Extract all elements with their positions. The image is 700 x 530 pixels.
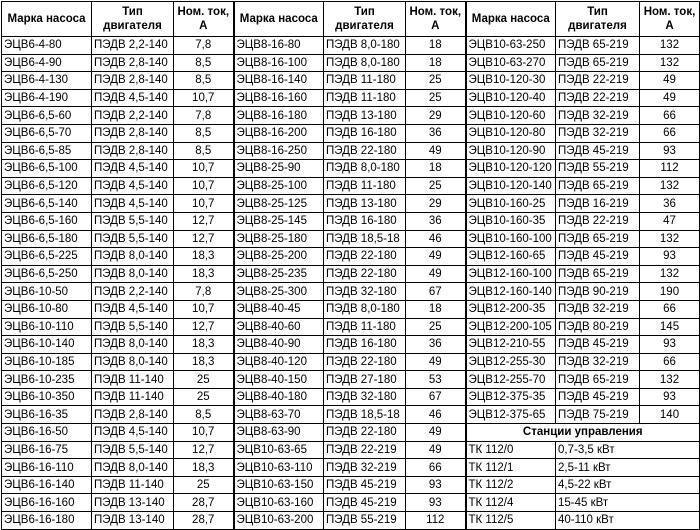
rated-current-cell: 10,7 <box>174 160 234 178</box>
rated-current-cell: 28,7 <box>174 494 234 512</box>
rated-current-cell: 18,3 <box>174 459 234 477</box>
pump-model-cell: ЭЦВ6-6,5-225 <box>2 248 92 266</box>
table-row <box>2 37 700 55</box>
pump-model-cell: ЭЦВ8-25-145 <box>234 212 324 230</box>
table-body <box>2 37 700 530</box>
pump-model-cell: ЭЦВ8-16-200 <box>234 124 324 142</box>
table-row <box>2 195 700 213</box>
rated-current-cell: 132 <box>640 37 700 55</box>
rated-current-cell: 93 <box>406 476 466 494</box>
pump-model-cell: ЭЦВ10-120-40 <box>466 89 556 107</box>
rated-current-cell: 49 <box>640 89 700 107</box>
motor-type-cell: ПЭДВ 11-180 <box>324 318 406 336</box>
header-motor: Тип двигателя <box>324 2 406 37</box>
rated-current-cell: 112 <box>406 512 466 530</box>
pump-model-cell: ЭЦВ8-25-90 <box>234 160 324 178</box>
pump-model-cell: ЭЦВ10-63-65 <box>234 441 324 459</box>
rated-current-cell: 47 <box>640 212 700 230</box>
rated-current-cell: 66 <box>406 459 466 477</box>
station-power-cell: 40-110 кВт <box>556 512 700 530</box>
motor-type-cell: ПЭДВ 8,0-140 <box>92 248 174 266</box>
rated-current-cell: 25 <box>406 177 466 195</box>
motor-type-cell: ПЭДВ 2,8-140 <box>92 72 174 90</box>
table-row <box>2 212 700 230</box>
motor-type-cell: ПЭДВ 32-219 <box>556 124 640 142</box>
rated-current-cell: 145 <box>640 318 700 336</box>
header-current: Ном. ток, А <box>406 2 466 37</box>
pump-model-cell: ЭЦВ6-4-130 <box>2 72 92 90</box>
rated-current-cell: 10,7 <box>174 424 234 442</box>
motor-type-cell: ПЭДВ 22-180 <box>324 142 406 160</box>
station-model-cell: ТК 112/1 <box>466 459 556 477</box>
motor-type-cell: ПЭДВ 90-219 <box>556 283 640 301</box>
pump-model-cell: ЭЦВ6-6,5-70 <box>2 124 92 142</box>
table-row <box>2 441 700 459</box>
pump-model-cell: ЭЦВ10-63-250 <box>466 37 556 55</box>
rated-current-cell: 49 <box>406 353 466 371</box>
rated-current-cell: 25 <box>174 371 234 389</box>
motor-type-cell: ПЭДВ 2,2-140 <box>92 107 174 125</box>
pump-model-cell: ЭЦВ8-16-250 <box>234 142 324 160</box>
motor-type-cell: ПЭДВ 2,8-140 <box>92 142 174 160</box>
motor-type-cell: ПЭДВ 32-219 <box>556 300 640 318</box>
pump-model-cell: ЭЦВ8-40-60 <box>234 318 324 336</box>
motor-type-cell: ПЭДВ 13-180 <box>324 107 406 125</box>
motor-type-cell: ПЭДВ 2,8-140 <box>92 124 174 142</box>
rated-current-cell: 12,7 <box>174 212 234 230</box>
motor-type-cell: ПЭДВ 8,0-140 <box>92 353 174 371</box>
rated-current-cell: 36 <box>406 124 466 142</box>
rated-current-cell: 18 <box>406 160 466 178</box>
motor-type-cell: ПЭДВ 4,5-140 <box>92 177 174 195</box>
pump-model-cell: ЭЦВ10-63-160 <box>234 494 324 512</box>
rated-current-cell: 7,8 <box>174 107 234 125</box>
rated-current-cell: 132 <box>640 371 700 389</box>
pump-model-cell: ЭЦВ8-25-125 <box>234 195 324 213</box>
pump-model-cell: ЭЦВ10-160-100 <box>466 230 556 248</box>
motor-type-cell: ПЭДВ 11-180 <box>324 89 406 107</box>
rated-current-cell: 36 <box>406 336 466 354</box>
motor-type-cell: ПЭДВ 32-180 <box>324 388 406 406</box>
rated-current-cell: 93 <box>640 388 700 406</box>
pump-model-cell: ЭЦВ10-120-120 <box>466 160 556 178</box>
rated-current-cell: 49 <box>640 72 700 90</box>
pump-model-cell: ЭЦВ10-120-60 <box>466 107 556 125</box>
motor-type-cell: ПЭДВ 22-219 <box>556 89 640 107</box>
rated-current-cell: 132 <box>640 54 700 72</box>
motor-type-cell: ПЭДВ 13-140 <box>92 512 174 530</box>
pump-model-cell: ЭЦВ8-16-160 <box>234 89 324 107</box>
pump-model-cell: ЭЦВ6-6,5-60 <box>2 107 92 125</box>
table-row <box>2 406 700 424</box>
rated-current-cell: 25 <box>406 318 466 336</box>
rated-current-cell: 18,3 <box>174 336 234 354</box>
motor-type-cell: ПЭДВ 8,0-140 <box>92 336 174 354</box>
motor-type-cell: ПЭДВ 27-180 <box>324 371 406 389</box>
rated-current-cell: 93 <box>640 248 700 266</box>
rated-current-cell: 8,5 <box>174 406 234 424</box>
pump-model-cell: ЭЦВ8-63-90 <box>234 424 324 442</box>
motor-type-cell: ПЭДВ 65-219 <box>556 37 640 55</box>
rated-current-cell: 66 <box>640 353 700 371</box>
station-power-cell: 4,5-22 кВт <box>556 476 700 494</box>
rated-current-cell: 28,7 <box>174 512 234 530</box>
pump-model-cell: ЭЦВ8-40-120 <box>234 353 324 371</box>
header-motor: Тип двигателя <box>92 2 174 37</box>
table-row <box>2 160 700 178</box>
pump-model-cell: ЭЦВ6-10-140 <box>2 336 92 354</box>
rated-current-cell: 12,7 <box>174 318 234 336</box>
motor-type-cell: ПЭДВ 18,5-18 <box>324 230 406 248</box>
motor-type-cell: ПЭДВ 32-219 <box>324 459 406 477</box>
rated-current-cell: 29 <box>406 107 466 125</box>
motor-type-cell: ПЭДВ 45-219 <box>324 494 406 512</box>
pump-model-cell: ЭЦВ6-6,5-100 <box>2 160 92 178</box>
rated-current-cell: 190 <box>640 283 700 301</box>
table-row <box>2 54 700 72</box>
pump-model-cell: ЭЦВ6-6,5-140 <box>2 195 92 213</box>
motor-type-cell: ПЭДВ 8,0-180 <box>324 37 406 55</box>
pump-model-cell: ЭЦВ10-63-110 <box>234 459 324 477</box>
table-row <box>2 107 700 125</box>
motor-type-cell: ПЭДВ 22-180 <box>324 353 406 371</box>
pump-model-cell: ЭЦВ12-375-35 <box>466 388 556 406</box>
rated-current-cell: 12,7 <box>174 441 234 459</box>
table-row <box>2 424 700 442</box>
motor-type-cell: ПЭДВ 13-180 <box>324 195 406 213</box>
motor-type-cell: ПЭДВ 2,8-140 <box>92 54 174 72</box>
motor-type-cell: ПЭДВ 8,0-140 <box>92 265 174 283</box>
rated-current-cell: 49 <box>406 248 466 266</box>
station-model-cell: ТК 112/2 <box>466 476 556 494</box>
pump-model-cell: ЭЦВ6-10-110 <box>2 318 92 336</box>
table-row <box>2 283 700 301</box>
pump-model-cell: ЭЦВ12-375-65 <box>466 406 556 424</box>
motor-type-cell: ПЭДВ 45-219 <box>324 476 406 494</box>
motor-type-cell: ПЭДВ 22-180 <box>324 424 406 442</box>
motor-type-cell: ПЭДВ 11-180 <box>324 177 406 195</box>
pump-model-cell: ЭЦВ8-40-180 <box>234 388 324 406</box>
motor-type-cell: ПЭДВ 11-140 <box>92 371 174 389</box>
motor-type-cell: ПЭДВ 5,5-140 <box>92 441 174 459</box>
rated-current-cell: 67 <box>406 283 466 301</box>
pump-model-cell: ЭЦВ10-120-90 <box>466 142 556 160</box>
motor-type-cell: ПЭДВ 22-180 <box>324 265 406 283</box>
motor-type-cell: ПЭДВ 11-180 <box>324 72 406 90</box>
pump-model-cell: ЭЦВ8-25-100 <box>234 177 324 195</box>
motor-type-cell: ПЭДВ 65-219 <box>556 371 640 389</box>
pump-model-cell: ЭЦВ8-63-70 <box>234 406 324 424</box>
motor-type-cell: ПЭДВ 55-219 <box>556 160 640 178</box>
motor-type-cell: ПЭДВ 2,2-140 <box>92 283 174 301</box>
pump-model-cell: ЭЦВ8-25-200 <box>234 248 324 266</box>
rated-current-cell: 8,5 <box>174 54 234 72</box>
rated-current-cell: 66 <box>640 124 700 142</box>
pump-model-cell: ЭЦВ8-40-150 <box>234 371 324 389</box>
pump-model-cell: ЭЦВ12-160-140 <box>466 283 556 301</box>
pump-model-cell: ЭЦВ10-120-140 <box>466 177 556 195</box>
station-power-cell: 15-45 кВт <box>556 494 700 512</box>
motor-type-cell: ПЭДВ 45-219 <box>556 388 640 406</box>
rated-current-cell: 18 <box>406 54 466 72</box>
motor-type-cell: ПЭДВ 4,5-140 <box>92 160 174 178</box>
motor-type-cell: ПЭДВ 22-180 <box>324 248 406 266</box>
motor-type-cell: ПЭДВ 18,5-18 <box>324 406 406 424</box>
pump-model-cell: ЭЦВ6-6,5-85 <box>2 142 92 160</box>
motor-type-cell: ПЭДВ 55-219 <box>324 512 406 530</box>
motor-type-cell: ПЭДВ 65-219 <box>556 54 640 72</box>
rated-current-cell: 67 <box>406 388 466 406</box>
rated-current-cell: 18,3 <box>174 265 234 283</box>
motor-type-cell: ПЭДВ 22-219 <box>324 441 406 459</box>
rated-current-cell: 53 <box>406 371 466 389</box>
pump-model-cell: ЭЦВ10-63-150 <box>234 476 324 494</box>
rated-current-cell: 12,7 <box>174 230 234 248</box>
table-row <box>2 459 700 477</box>
pump-model-cell: ЭЦВ6-6,5-160 <box>2 212 92 230</box>
pump-model-cell: ЭЦВ12-255-30 <box>466 353 556 371</box>
rated-current-cell: 46 <box>406 406 466 424</box>
table-row <box>2 353 700 371</box>
rated-current-cell: 132 <box>640 230 700 248</box>
pump-model-cell: ЭЦВ6-16-50 <box>2 424 92 442</box>
table-row <box>2 300 700 318</box>
motor-type-cell: ПЭДВ 2,8-140 <box>92 406 174 424</box>
rated-current-cell: 25 <box>174 388 234 406</box>
rated-current-cell: 10,7 <box>174 300 234 318</box>
motor-type-cell: ПЭДВ 4,5-140 <box>92 424 174 442</box>
header-pump: Марка насоса <box>2 2 92 37</box>
pump-motor-table <box>1 1 700 530</box>
motor-type-cell: ПЭДВ 65-219 <box>556 177 640 195</box>
pump-model-cell: ЭЦВ6-10-80 <box>2 300 92 318</box>
motor-type-cell: ПЭДВ 13-140 <box>92 494 174 512</box>
pump-model-cell: ЭЦВ12-160-100 <box>466 265 556 283</box>
station-model-cell: ТК 112/0 <box>466 441 556 459</box>
rated-current-cell: 25 <box>406 89 466 107</box>
pump-model-cell: ЭЦВ12-210-55 <box>466 336 556 354</box>
pump-model-cell: ЭЦВ12-200-35 <box>466 300 556 318</box>
pump-model-cell: ЭЦВ6-4-80 <box>2 37 92 55</box>
motor-type-cell: ПЭДВ 45-219 <box>556 248 640 266</box>
rated-current-cell: 10,7 <box>174 177 234 195</box>
motor-type-cell: ПЭДВ 4,5-140 <box>92 195 174 213</box>
table-row <box>2 89 700 107</box>
pump-model-cell: ЭЦВ6-6,5-180 <box>2 230 92 248</box>
table-row <box>2 476 700 494</box>
header-pump: Марка насоса <box>466 2 556 37</box>
header-current: Ном. ток, А <box>174 2 234 37</box>
table-row <box>2 142 700 160</box>
station-power-cell: 0,7-3,5 кВт <box>556 441 700 459</box>
pump-model-cell: ЭЦВ6-16-110 <box>2 459 92 477</box>
pump-model-cell: ЭЦВ6-16-75 <box>2 441 92 459</box>
station-model-cell: ТК 112/4 <box>466 494 556 512</box>
pump-model-cell: ЭЦВ12-200-105 <box>466 318 556 336</box>
table-row <box>2 72 700 90</box>
motor-type-cell: ПЭДВ 11-140 <box>92 476 174 494</box>
rated-current-cell: 132 <box>640 177 700 195</box>
pump-model-cell: ЭЦВ6-10-350 <box>2 388 92 406</box>
rated-current-cell: 93 <box>640 142 700 160</box>
pump-model-cell: ЭЦВ6-6,5-250 <box>2 265 92 283</box>
pump-model-cell: ЭЦВ12-160-65 <box>466 248 556 266</box>
motor-type-cell: ПЭДВ 4,5-140 <box>92 300 174 318</box>
pump-model-cell: ЭЦВ10-120-30 <box>466 72 556 90</box>
rated-current-cell: 8,5 <box>174 124 234 142</box>
table-row <box>2 512 700 530</box>
header-current: Ном. ток, А <box>640 2 700 37</box>
motor-type-cell: ПЭДВ 16-180 <box>324 124 406 142</box>
rated-current-cell: 18,3 <box>174 248 234 266</box>
rated-current-cell: 36 <box>640 195 700 213</box>
stations-title: Станции управления <box>466 424 700 442</box>
rated-current-cell: 66 <box>640 107 700 125</box>
rated-current-cell: 49 <box>406 441 466 459</box>
rated-current-cell: 8,5 <box>174 142 234 160</box>
rated-current-cell: 25 <box>174 476 234 494</box>
rated-current-cell: 46 <box>406 230 466 248</box>
rated-current-cell: 112 <box>640 160 700 178</box>
motor-type-cell: ПЭДВ 5,5-140 <box>92 212 174 230</box>
pump-model-cell: ЭЦВ8-16-180 <box>234 107 324 125</box>
pump-model-cell: ЭЦВ8-25-300 <box>234 283 324 301</box>
station-model-cell: ТК 112/5 <box>466 512 556 530</box>
header-motor: Тип двигателя <box>556 2 640 37</box>
rated-current-cell: 49 <box>406 424 466 442</box>
pump-model-cell: ЭЦВ6-16-35 <box>2 406 92 424</box>
rated-current-cell: 7,8 <box>174 37 234 55</box>
rated-current-cell: 18 <box>406 300 466 318</box>
pump-model-cell: ЭЦВ6-4-190 <box>2 89 92 107</box>
pump-model-cell: ЭЦВ8-16-140 <box>234 72 324 90</box>
header-pump: Марка насоса <box>234 2 324 37</box>
pump-table-page <box>1 1 699 527</box>
rated-current-cell: 10,7 <box>174 89 234 107</box>
table-row <box>2 318 700 336</box>
pump-model-cell: ЭЦВ8-16-80 <box>234 37 324 55</box>
pump-model-cell: ЭЦВ10-120-80 <box>466 124 556 142</box>
rated-current-cell: 25 <box>406 72 466 90</box>
rated-current-cell: 7,8 <box>174 283 234 301</box>
motor-type-cell: ПЭДВ 8,0-180 <box>324 160 406 178</box>
table-row <box>2 336 700 354</box>
table-row <box>2 371 700 389</box>
motor-type-cell: ПЭДВ 2,2-140 <box>92 37 174 55</box>
pump-model-cell: ЭЦВ10-160-35 <box>466 212 556 230</box>
rated-current-cell: 132 <box>640 265 700 283</box>
table-row <box>2 177 700 195</box>
pump-model-cell: ЭЦВ6-10-235 <box>2 371 92 389</box>
motor-type-cell: ПЭДВ 65-219 <box>556 265 640 283</box>
motor-type-cell: ПЭДВ 32-219 <box>556 107 640 125</box>
pump-model-cell: ЭЦВ6-16-140 <box>2 476 92 494</box>
motor-type-cell: ПЭДВ 4,5-140 <box>92 89 174 107</box>
motor-type-cell: ПЭДВ 8,0-180 <box>324 54 406 72</box>
motor-type-cell: ПЭДВ 8,0-140 <box>92 459 174 477</box>
motor-type-cell: ПЭДВ 22-219 <box>556 72 640 90</box>
motor-type-cell: ПЭДВ 32-219 <box>556 353 640 371</box>
table-row <box>2 124 700 142</box>
header-row <box>2 2 700 37</box>
table-row <box>2 494 700 512</box>
motor-type-cell: ПЭДВ 45-219 <box>556 142 640 160</box>
pump-model-cell: ЭЦВ10-63-200 <box>234 512 324 530</box>
motor-type-cell: ПЭДВ 22-219 <box>556 212 640 230</box>
station-power-cell: 2,5-11 кВт <box>556 459 700 477</box>
rated-current-cell: 18 <box>406 37 466 55</box>
table-row <box>2 248 700 266</box>
pump-model-cell: ЭЦВ10-63-270 <box>466 54 556 72</box>
rated-current-cell: 49 <box>406 142 466 160</box>
motor-type-cell: ПЭДВ 16-180 <box>324 212 406 230</box>
pump-model-cell: ЭЦВ6-4-90 <box>2 54 92 72</box>
rated-current-cell: 29 <box>406 195 466 213</box>
motor-type-cell: ПЭДВ 80-219 <box>556 318 640 336</box>
pump-model-cell: ЭЦВ8-40-90 <box>234 336 324 354</box>
motor-type-cell: ПЭДВ 65-219 <box>556 230 640 248</box>
rated-current-cell: 49 <box>406 265 466 283</box>
pump-model-cell: ЭЦВ10-160-25 <box>466 195 556 213</box>
motor-type-cell: ПЭДВ 11-140 <box>92 388 174 406</box>
pump-model-cell: ЭЦВ12-255-70 <box>466 371 556 389</box>
rated-current-cell: 8,5 <box>174 72 234 90</box>
table-row <box>2 265 700 283</box>
rated-current-cell: 93 <box>640 336 700 354</box>
motor-type-cell: ПЭДВ 5,5-140 <box>92 230 174 248</box>
motor-type-cell: ПЭДВ 16-180 <box>324 336 406 354</box>
motor-type-cell: ПЭДВ 45-219 <box>556 336 640 354</box>
pump-model-cell: ЭЦВ6-16-180 <box>2 512 92 530</box>
pump-model-cell: ЭЦВ6-10-185 <box>2 353 92 371</box>
rated-current-cell: 140 <box>640 406 700 424</box>
pump-model-cell: ЭЦВ6-16-160 <box>2 494 92 512</box>
pump-model-cell: ЭЦВ8-16-100 <box>234 54 324 72</box>
motor-type-cell: ПЭДВ 32-180 <box>324 283 406 301</box>
pump-model-cell: ЭЦВ8-25-180 <box>234 230 324 248</box>
rated-current-cell: 36 <box>406 212 466 230</box>
rated-current-cell: 93 <box>406 494 466 512</box>
pump-model-cell: ЭЦВ6-10-50 <box>2 283 92 301</box>
rated-current-cell: 18,3 <box>174 353 234 371</box>
motor-type-cell: ПЭДВ 5,5-140 <box>92 318 174 336</box>
rated-current-cell: 66 <box>640 300 700 318</box>
motor-type-cell: ПЭДВ 16-219 <box>556 195 640 213</box>
table-row <box>2 230 700 248</box>
pump-model-cell: ЭЦВ8-40-45 <box>234 300 324 318</box>
motor-type-cell: ПЭДВ 8,0-180 <box>324 300 406 318</box>
table-row <box>2 388 700 406</box>
rated-current-cell: 10,7 <box>174 195 234 213</box>
motor-type-cell: ПЭДВ 75-219 <box>556 406 640 424</box>
pump-model-cell: ЭЦВ8-25-235 <box>234 265 324 283</box>
pump-model-cell: ЭЦВ6-6,5-120 <box>2 177 92 195</box>
